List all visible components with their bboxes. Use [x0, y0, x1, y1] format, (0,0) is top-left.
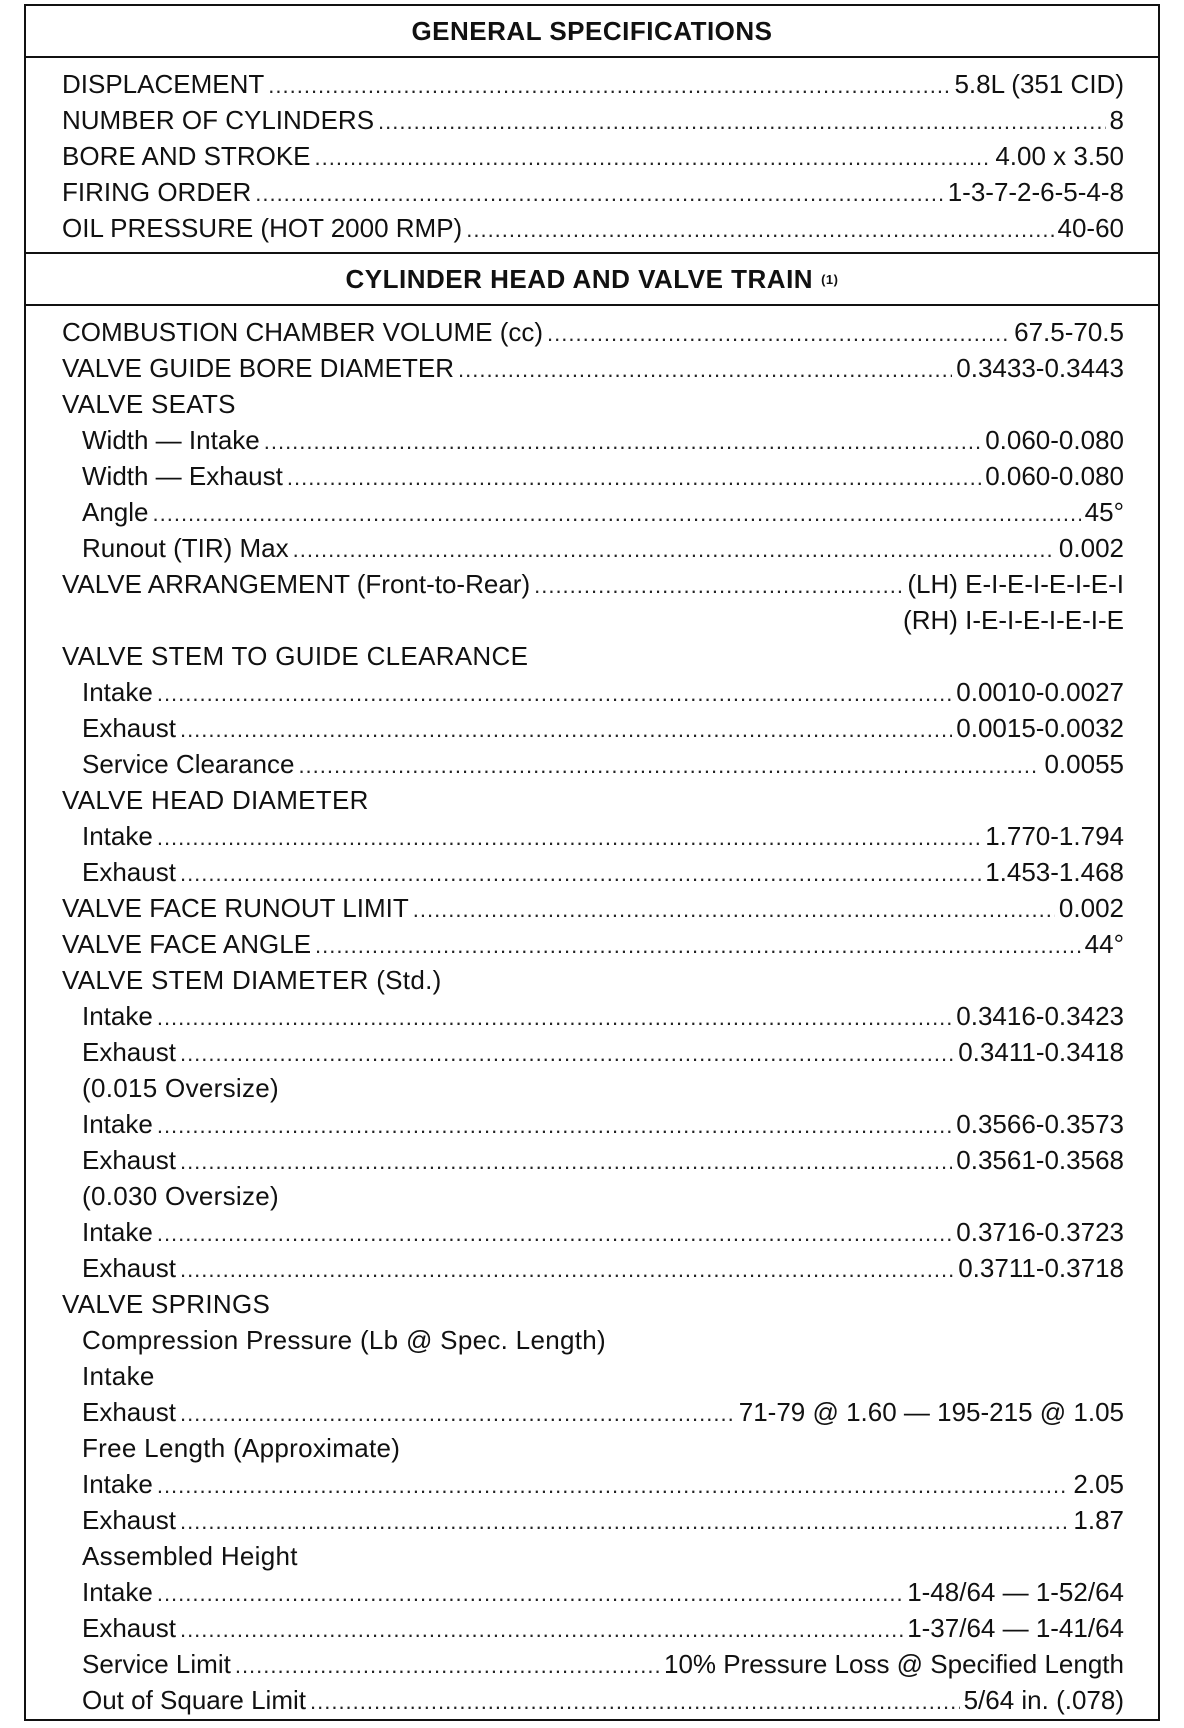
- spec-value: 1-37/64 — 1-41/64: [907, 1613, 1124, 1643]
- spec-subgroup-heading: [62, 1322, 1124, 1358]
- leader-dots: [287, 460, 981, 496]
- leader-dots: [157, 1000, 952, 1036]
- spec-row: [62, 174, 1124, 210]
- spec-row: [62, 138, 1124, 174]
- spec-label: COMBUSTION CHAMBER VOLUME (cc): [62, 317, 544, 347]
- spec-label: Exhaust: [82, 713, 176, 743]
- leader-dots: [293, 532, 1055, 568]
- leader-dots: [157, 1576, 903, 1612]
- spec-row: [62, 1034, 1124, 1070]
- leader-dots: [180, 856, 981, 892]
- spec-value: 71-79 @ 1.60 — 195-215 @ 1.05: [738, 1397, 1124, 1427]
- leader-dots: [378, 104, 1105, 140]
- spec-value: 0.060-0.080: [985, 425, 1124, 455]
- spec-label: Intake: [82, 1001, 153, 1031]
- spec-value: 1.770-1.794: [985, 821, 1124, 851]
- spec-row: [62, 458, 1124, 494]
- spec-label: VALVE SEATS: [62, 389, 236, 419]
- spec-label: FIRING ORDER: [62, 177, 252, 207]
- spec-value: 1-3-7-2-6-5-4-8: [947, 177, 1124, 207]
- spec-value: 1.87: [1073, 1505, 1124, 1535]
- spec-label: VALVE GUIDE BORE DIAMETER: [62, 353, 455, 383]
- spec-value: 0.002: [1058, 533, 1124, 563]
- spec-label: Intake: [82, 1469, 153, 1499]
- spec-row: [62, 350, 1124, 386]
- spec-label: Free Length (Approximate): [82, 1433, 401, 1463]
- leader-dots: [180, 1036, 954, 1072]
- spec-label: BORE AND STROKE: [62, 141, 311, 171]
- spec-row: [62, 1394, 1124, 1430]
- leader-dots: [458, 352, 952, 388]
- spec-label: Out of Square Limit: [82, 1685, 306, 1715]
- spec-row: [62, 854, 1124, 890]
- spec-value: 5/64 in. (.078): [963, 1685, 1124, 1715]
- spec-value: 0.3416-0.3423: [956, 1001, 1124, 1031]
- spec-label: VALVE HEAD DIAMETER: [62, 785, 369, 815]
- spec-row-continuation: [62, 602, 1124, 638]
- spec-value: 0.3411-0.3418: [958, 1037, 1124, 1067]
- spec-group-heading: [62, 962, 1124, 998]
- spec-label: VALVE FACE ANGLE: [62, 929, 312, 959]
- spec-value: (RH) I-E-I-E-I-E-I-E: [903, 605, 1124, 635]
- spec-label: Width — Intake: [82, 425, 260, 455]
- spec-label: DISPLACEMENT: [62, 69, 265, 99]
- spec-row: [62, 1142, 1124, 1178]
- spec-label: NUMBER OF CYLINDERS: [62, 105, 375, 135]
- spec-row: [62, 422, 1124, 458]
- spec-value: 67.5-70.5: [1014, 317, 1124, 347]
- spec-group-heading: [62, 1286, 1124, 1322]
- spec-row: [62, 890, 1124, 926]
- spec-value: 5.8L (351 CID): [954, 69, 1124, 99]
- spec-row: [62, 674, 1124, 710]
- spec-value: 0.0015-0.0032: [956, 713, 1124, 743]
- spec-label: VALVE STEM TO GUIDE CLEARANCE: [62, 641, 529, 671]
- spec-label: VALVE ARRANGEMENT (Front-to-Rear): [62, 569, 531, 599]
- spec-row: [62, 1250, 1124, 1286]
- general-specifications-header: [26, 6, 1158, 58]
- spec-row: [62, 1502, 1124, 1538]
- spec-label: Service Clearance: [82, 749, 295, 779]
- leader-dots: [180, 1504, 1069, 1540]
- leader-dots: [180, 712, 952, 748]
- spec-row: [62, 1574, 1124, 1610]
- leader-dots: [315, 140, 992, 176]
- leader-dots: [310, 1684, 960, 1720]
- leader-dots: [268, 68, 950, 104]
- spec-row: [62, 1646, 1124, 1682]
- spec-subgroup-heading: [62, 1538, 1124, 1574]
- spec-label: Width — Exhaust: [82, 461, 283, 491]
- leader-dots: [547, 316, 1010, 352]
- spec-label: Exhaust: [82, 1397, 176, 1427]
- spec-label: Assembled Height: [82, 1541, 298, 1571]
- leader-dots: [534, 568, 903, 604]
- leader-dots: [153, 496, 1081, 532]
- spec-label: Exhaust: [82, 1613, 176, 1643]
- cylinder-head-title: CYLINDER HEAD AND VALVE TRAIN: [345, 263, 814, 294]
- spec-value: 2.05: [1073, 1469, 1124, 1499]
- leader-dots: [255, 176, 943, 212]
- spec-value: 1.453-1.468: [985, 857, 1124, 887]
- spec-row: [62, 314, 1124, 350]
- spec-row: [62, 530, 1124, 566]
- spec-label: VALVE STEM DIAMETER (Std.): [62, 965, 442, 995]
- leader-dots: [264, 424, 981, 460]
- leader-dots: [298, 748, 1040, 784]
- spec-label: Angle: [82, 497, 149, 527]
- spec-row: [62, 998, 1124, 1034]
- spec-row: [62, 926, 1124, 962]
- spec-label: Exhaust: [82, 1145, 176, 1175]
- general-specifications-title: GENERAL SPECIFICATIONS: [411, 15, 773, 46]
- leader-dots: [157, 1216, 952, 1252]
- spec-subgroup-heading: [62, 1070, 1124, 1106]
- spec-value: 0.3433-0.3443: [956, 353, 1124, 383]
- spec-value: 8: [1109, 105, 1124, 135]
- spec-row: [62, 710, 1124, 746]
- leader-dots: [315, 928, 1081, 964]
- spec-row: [62, 1106, 1124, 1142]
- spec-label: Exhaust: [82, 1037, 176, 1067]
- spec-label: VALVE FACE RUNOUT LIMIT: [62, 893, 409, 923]
- cylinder-head-rows: [26, 306, 1158, 1724]
- spec-row: [62, 746, 1124, 782]
- spec-label: Intake: [82, 1217, 153, 1247]
- spec-label: OIL PRESSURE (HOT 2000 RMP): [62, 213, 463, 243]
- spec-label: VALVE SPRINGS: [62, 1289, 271, 1319]
- leader-dots: [235, 1648, 660, 1684]
- spec-group-heading: [62, 782, 1124, 818]
- spec-label: (0.015 Oversize): [82, 1073, 279, 1103]
- spec-value: 40-60: [1057, 213, 1124, 243]
- spec-row: [62, 566, 1124, 602]
- spec-value: 45°: [1084, 497, 1124, 527]
- spec-label: (0.030 Oversize): [82, 1181, 279, 1211]
- spec-value: 0.0055: [1044, 749, 1124, 779]
- leader-dots: [180, 1144, 952, 1180]
- spec-row: [62, 66, 1124, 102]
- spec-subgroup-heading: [62, 1178, 1124, 1214]
- leader-dots: [180, 1612, 903, 1648]
- spec-value: 0.002: [1058, 893, 1124, 923]
- spec-value: 0.3561-0.3568: [956, 1145, 1124, 1175]
- spec-value: 0.0010-0.0027: [956, 677, 1124, 707]
- spec-row: [62, 102, 1124, 138]
- leader-dots: [157, 820, 981, 856]
- leader-dots: [466, 212, 1053, 248]
- spec-group-heading: [62, 386, 1124, 422]
- spec-label: Service Limit: [82, 1649, 231, 1679]
- leader-dots: [157, 1108, 952, 1144]
- spec-group-heading: [62, 638, 1124, 674]
- spec-value: 1-48/64 — 1-52/64: [907, 1577, 1124, 1607]
- spec-label: Intake: [82, 1577, 153, 1607]
- spec-label: Intake: [82, 821, 153, 851]
- spec-label: Exhaust: [82, 857, 176, 887]
- spec-label: Runout (TIR) Max: [82, 533, 289, 563]
- spec-label: Intake: [82, 1109, 153, 1139]
- spec-value: 10% Pressure Loss @ Specified Length: [664, 1649, 1124, 1679]
- spec-table: [24, 4, 1160, 1721]
- spec-row: [62, 494, 1124, 530]
- leader-dots: [180, 1252, 954, 1288]
- leader-dots: [157, 676, 952, 712]
- spec-subgroup-heading: [62, 1358, 1124, 1394]
- spec-label: Exhaust: [82, 1505, 176, 1535]
- spec-value: 4.00 x 3.50: [995, 141, 1124, 171]
- spec-label: Exhaust: [82, 1253, 176, 1283]
- spec-row: [62, 1214, 1124, 1250]
- spec-row: [62, 818, 1124, 854]
- footnote-mark: (1): [821, 271, 839, 287]
- cylinder-head-header: [26, 252, 1158, 306]
- spec-label: Intake: [82, 1361, 155, 1391]
- leader-dots: [157, 1468, 1070, 1504]
- spec-value: 0.3716-0.3723: [956, 1217, 1124, 1247]
- spec-value: 0.060-0.080: [985, 461, 1124, 491]
- spec-label: Compression Pressure (Lb @ Spec. Length): [82, 1325, 606, 1355]
- spec-row: [62, 1610, 1124, 1646]
- spec-value: 44°: [1084, 929, 1124, 959]
- leader-dots: [180, 1396, 735, 1432]
- spec-value: 0.3566-0.3573: [956, 1109, 1124, 1139]
- general-specifications-rows: [26, 58, 1158, 252]
- leader-dots: [413, 892, 1055, 928]
- spec-label: Intake: [82, 677, 153, 707]
- spec-value: 0.3711-0.3718: [958, 1253, 1124, 1283]
- spec-row: [62, 210, 1124, 246]
- spec-value: (LH) E-I-E-I-E-I-E-I: [907, 569, 1124, 599]
- spec-row: [62, 1682, 1124, 1718]
- spec-subgroup-heading: [62, 1430, 1124, 1466]
- spec-row: [62, 1466, 1124, 1502]
